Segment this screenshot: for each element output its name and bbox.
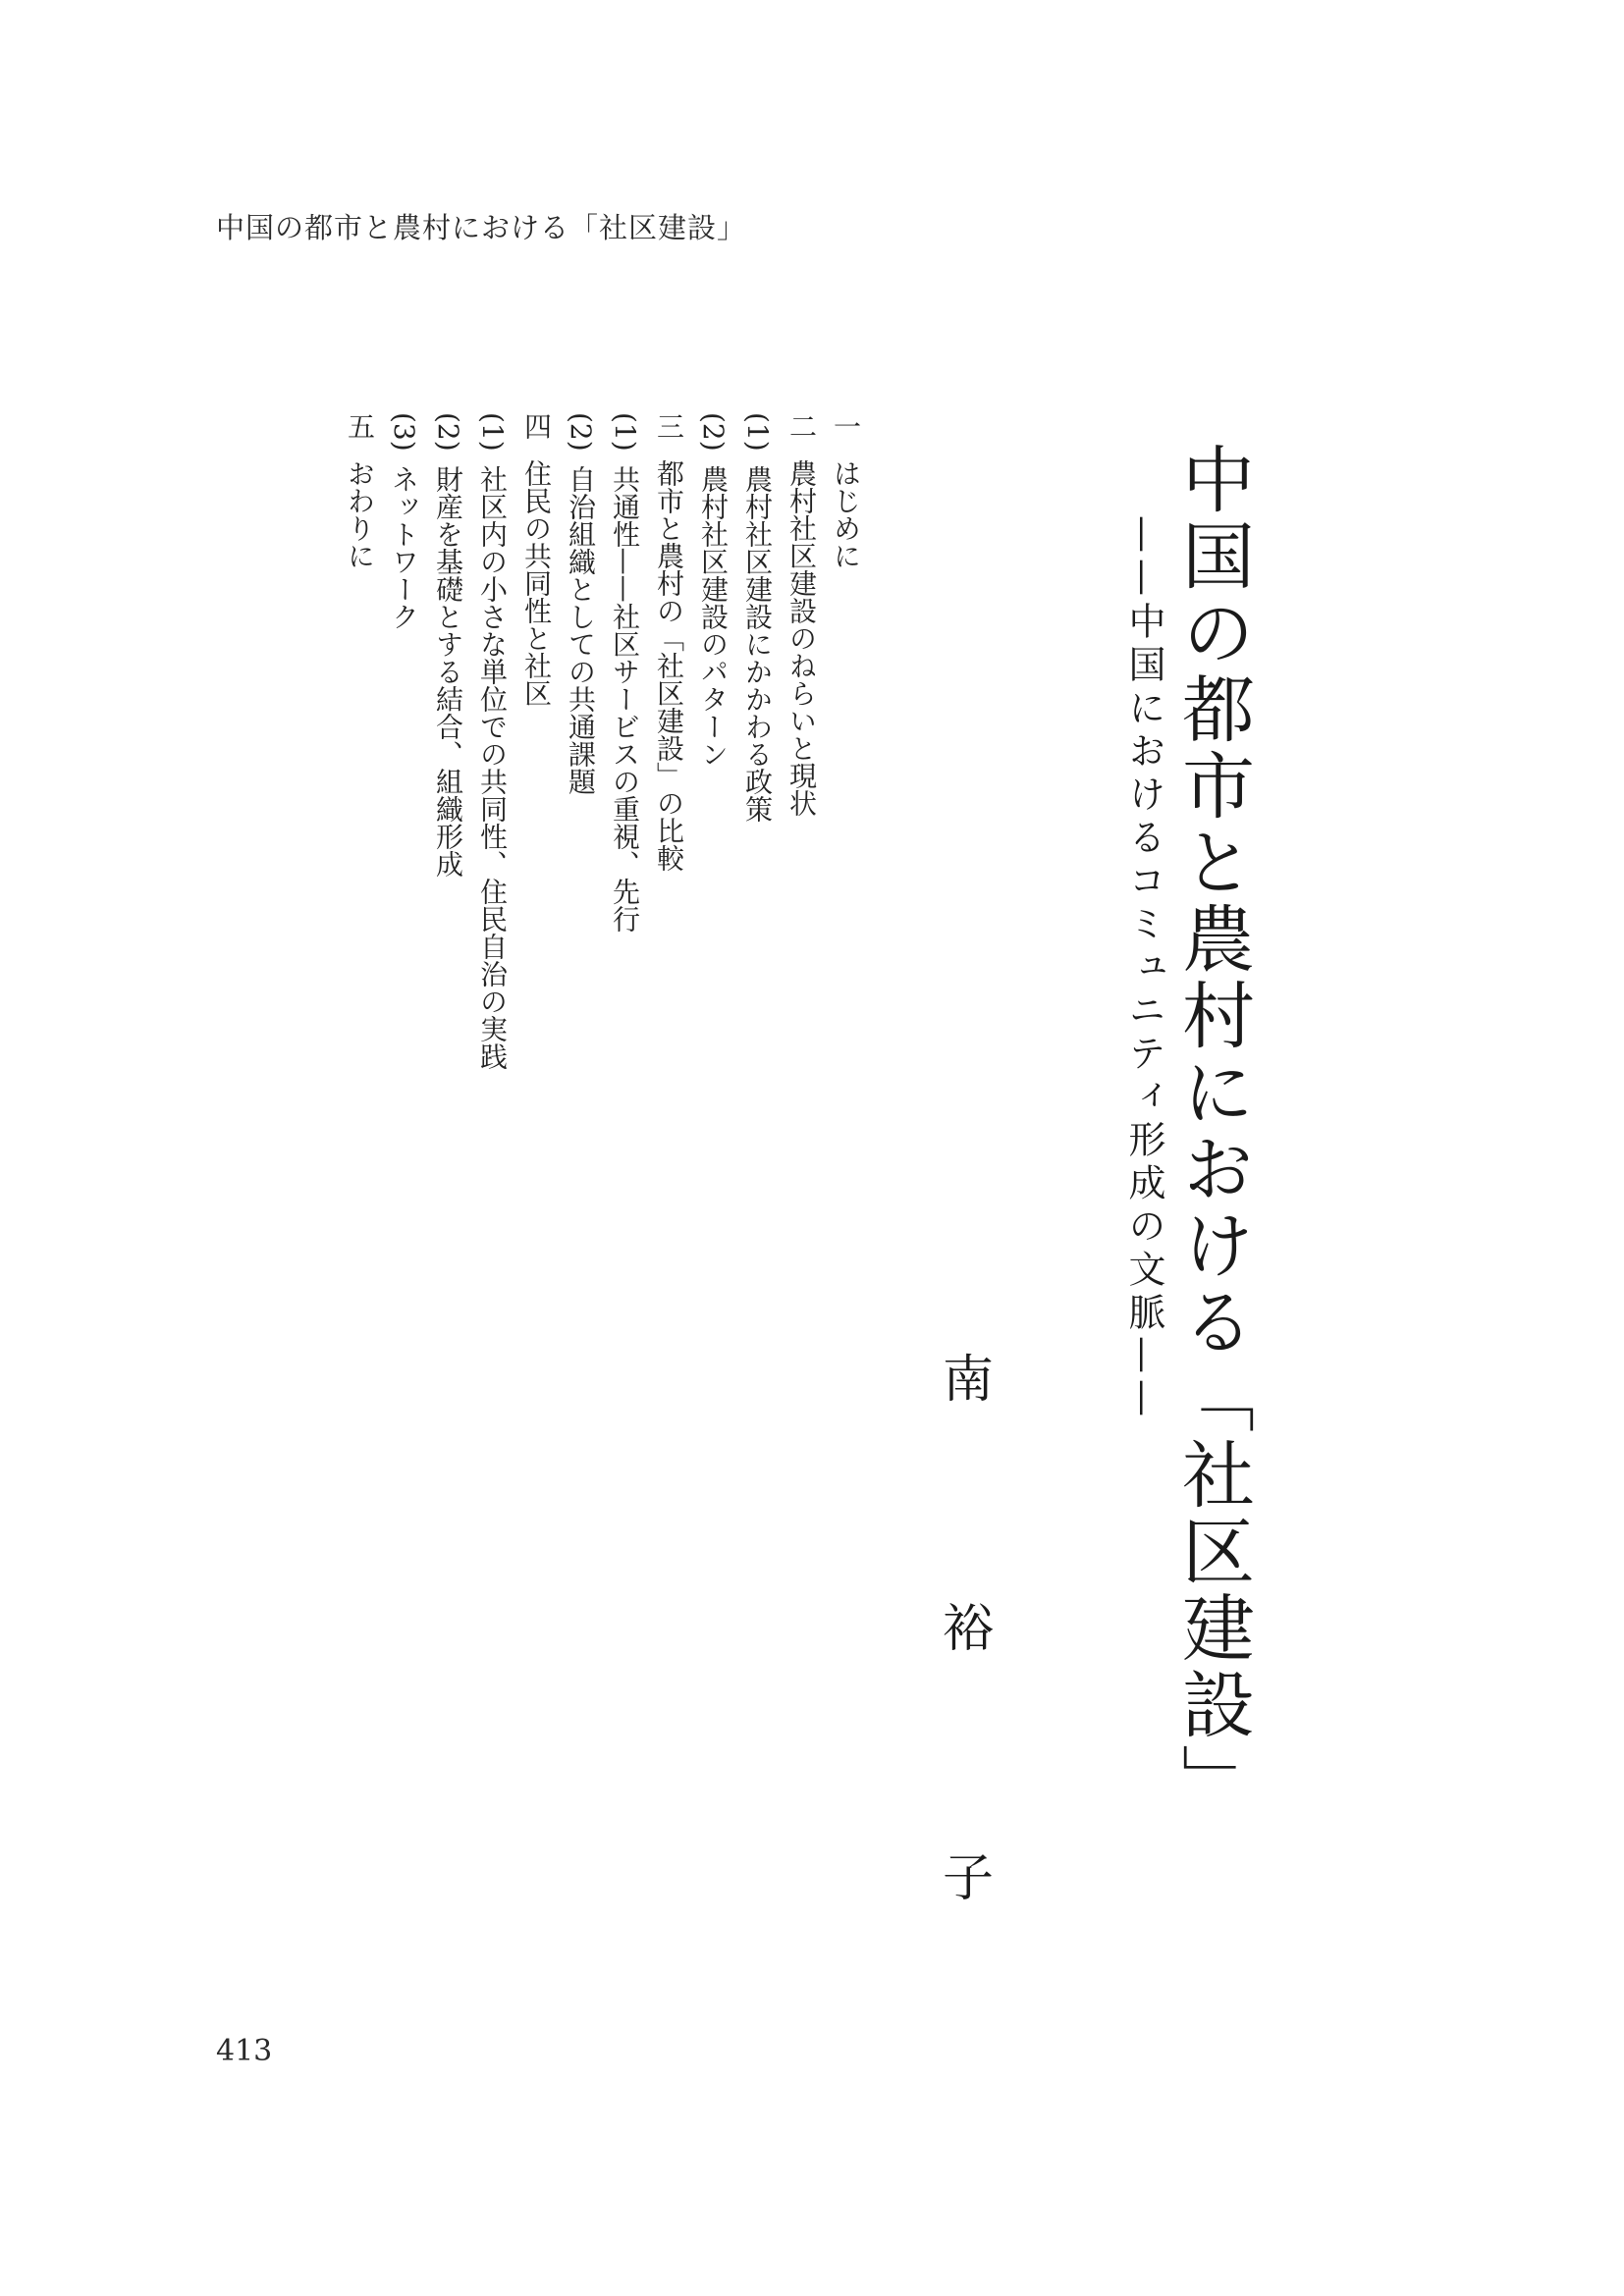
toc-text: 農村社区建設のねらいと現状 [785, 459, 818, 817]
toc-text: 共通性——社区サービスの重視、先行 [609, 464, 641, 933]
toc-number: 三 [653, 412, 685, 440]
toc-item [382, 412, 426, 1198]
toc-item [603, 412, 647, 1198]
article-title: 中国の都市と農村における「社区建設」 [1170, 442, 1255, 1820]
toc-text: 財産を基礎とする結合、組織形成 [432, 464, 464, 878]
toc-item [780, 412, 824, 1198]
toc-item [470, 412, 514, 1198]
toc-number: 五 [344, 412, 376, 440]
toc-number: (2) [697, 412, 730, 452]
toc-text: 住民の共同性と社区 [520, 459, 553, 707]
toc-item [559, 412, 603, 1198]
page-number: 413 [216, 2034, 273, 2068]
article-subtitle: ——中国におけるコミュニティ形成の文脈—— [1122, 515, 1165, 1422]
toc-text: 都市と農村の「社区建設」の比較 [653, 459, 685, 872]
toc-number: (3) [388, 412, 420, 452]
toc-text: おわりに [344, 459, 376, 569]
toc-item [514, 412, 559, 1198]
toc-item [824, 412, 868, 1198]
toc-item [338, 412, 382, 1198]
author-char: 子 [942, 1849, 994, 1908]
toc-number: 二 [785, 412, 818, 440]
toc-number: (2) [565, 412, 597, 452]
author-name [937, 1351, 1000, 1908]
toc-item [426, 412, 470, 1198]
author-char: 南 [942, 1351, 994, 1410]
running-header: 中国の都市と農村における「社区建設」 [216, 211, 747, 244]
toc-text: 農村社区建設にかかわる政策 [741, 464, 774, 823]
toc-text: ネットワーク [388, 464, 420, 630]
toc-text: 自治組織としての共通課題 [565, 464, 597, 795]
toc-number: 四 [520, 412, 553, 440]
toc-text: 社区内の小さな単位での共同性、住民自治の実践 [476, 464, 509, 1070]
toc-number: (1) [609, 412, 641, 452]
author-char: 裕 [942, 1600, 994, 1659]
toc-item [647, 412, 691, 1198]
toc-number: (1) [741, 412, 774, 452]
table-of-contents [338, 412, 868, 1198]
toc-item [691, 412, 735, 1198]
toc-text: 農村社区建設のパターン [697, 464, 730, 768]
toc-number: 一 [830, 412, 862, 440]
toc-number: (2) [432, 412, 464, 452]
toc-text: はじめに [830, 459, 862, 569]
toc-number: (1) [476, 412, 509, 452]
toc-item [735, 412, 780, 1198]
